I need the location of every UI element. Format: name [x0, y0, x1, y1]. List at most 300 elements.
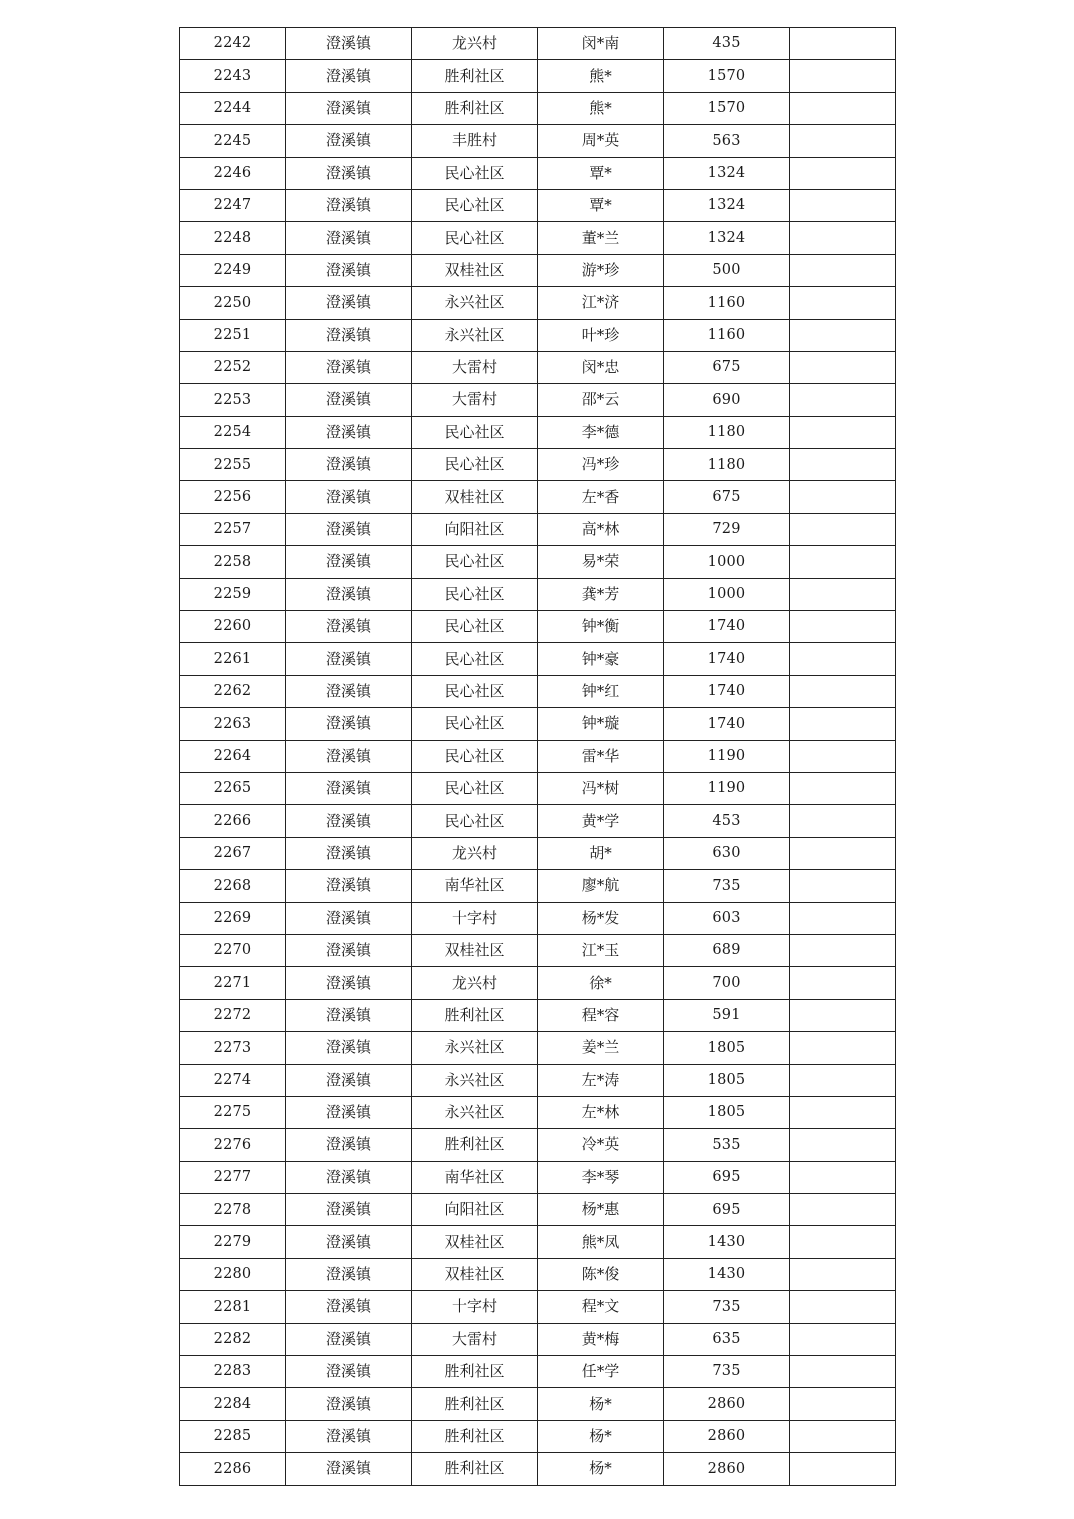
name-cell: 徐* — [538, 967, 664, 999]
village-cell: 民心社区 — [412, 546, 538, 578]
amount-cell: 603 — [664, 902, 790, 934]
amount-cell: 1324 — [664, 189, 790, 221]
name-cell: 左*香 — [538, 481, 664, 513]
amount-cell: 1805 — [664, 1064, 790, 1096]
amount-cell: 1324 — [664, 222, 790, 254]
amount-cell: 675 — [664, 481, 790, 513]
name-cell: 江*济 — [538, 287, 664, 319]
row-number-cell: 2253 — [180, 384, 286, 416]
table-row — [180, 546, 896, 578]
amount-cell: 690 — [664, 384, 790, 416]
amount-cell: 695 — [664, 1194, 790, 1226]
name-cell: 冷*英 — [538, 1129, 664, 1161]
amount-cell: 535 — [664, 1129, 790, 1161]
town-cell: 澄溪镇 — [286, 708, 412, 740]
document-page — [179, 27, 895, 1486]
village-cell: 民心社区 — [412, 805, 538, 837]
remark-cell — [790, 1420, 896, 1452]
amount-cell: 1430 — [664, 1226, 790, 1258]
town-cell: 澄溪镇 — [286, 1291, 412, 1323]
name-cell: 任*学 — [538, 1356, 664, 1388]
town-cell: 澄溪镇 — [286, 254, 412, 286]
remark-cell — [790, 1258, 896, 1290]
amount-cell: 1740 — [664, 675, 790, 707]
remark-cell — [790, 870, 896, 902]
village-cell: 大雷村 — [412, 351, 538, 383]
remark-cell — [790, 1291, 896, 1323]
remark-cell — [790, 772, 896, 804]
table-row — [180, 1226, 896, 1258]
table-row — [180, 416, 896, 448]
table-row — [180, 449, 896, 481]
table-row — [180, 675, 896, 707]
table-body — [180, 28, 896, 1486]
name-cell: 程*容 — [538, 999, 664, 1031]
name-cell: 覃* — [538, 157, 664, 189]
name-cell: 杨*惠 — [538, 1194, 664, 1226]
row-number-cell: 2278 — [180, 1194, 286, 1226]
table-row — [180, 967, 896, 999]
table-row — [180, 934, 896, 966]
name-cell: 杨*发 — [538, 902, 664, 934]
name-cell: 周*英 — [538, 125, 664, 157]
table-row — [180, 1064, 896, 1096]
amount-cell: 1000 — [664, 578, 790, 610]
table-row — [180, 92, 896, 124]
amount-cell: 1740 — [664, 643, 790, 675]
row-number-cell: 2250 — [180, 287, 286, 319]
row-number-cell: 2284 — [180, 1388, 286, 1420]
amount-cell: 630 — [664, 837, 790, 869]
row-number-cell: 2266 — [180, 805, 286, 837]
row-number-cell: 2244 — [180, 92, 286, 124]
row-number-cell: 2279 — [180, 1226, 286, 1258]
remark-cell — [790, 1096, 896, 1128]
remark-cell — [790, 189, 896, 221]
town-cell: 澄溪镇 — [286, 1129, 412, 1161]
row-number-cell: 2268 — [180, 870, 286, 902]
row-number-cell: 2251 — [180, 319, 286, 351]
name-cell: 闵*南 — [538, 28, 664, 60]
village-cell: 十字村 — [412, 1291, 538, 1323]
remark-cell — [790, 999, 896, 1031]
table-row — [180, 481, 896, 513]
town-cell: 澄溪镇 — [286, 1064, 412, 1096]
remark-cell — [790, 287, 896, 319]
remark-cell — [790, 578, 896, 610]
amount-cell: 1740 — [664, 611, 790, 643]
amount-cell: 500 — [664, 254, 790, 286]
name-cell: 钟*衡 — [538, 611, 664, 643]
remark-cell — [790, 1161, 896, 1193]
name-cell: 熊* — [538, 92, 664, 124]
table-row — [180, 1291, 896, 1323]
name-cell: 杨* — [538, 1453, 664, 1485]
table-row — [180, 1161, 896, 1193]
village-cell: 向阳社区 — [412, 1194, 538, 1226]
row-number-cell: 2264 — [180, 740, 286, 772]
row-number-cell: 2248 — [180, 222, 286, 254]
village-cell: 民心社区 — [412, 578, 538, 610]
village-cell: 民心社区 — [412, 222, 538, 254]
town-cell: 澄溪镇 — [286, 870, 412, 902]
name-cell: 邵*云 — [538, 384, 664, 416]
name-cell: 杨* — [538, 1388, 664, 1420]
row-number-cell: 2258 — [180, 546, 286, 578]
row-number-cell: 2270 — [180, 934, 286, 966]
amount-cell: 1570 — [664, 92, 790, 124]
row-number-cell: 2273 — [180, 1032, 286, 1064]
row-number-cell: 2277 — [180, 1161, 286, 1193]
amount-cell: 675 — [664, 351, 790, 383]
remark-cell — [790, 708, 896, 740]
row-number-cell: 2247 — [180, 189, 286, 221]
village-cell: 十字村 — [412, 902, 538, 934]
remark-cell — [790, 967, 896, 999]
village-cell: 向阳社区 — [412, 513, 538, 545]
table-row — [180, 1096, 896, 1128]
name-cell: 杨* — [538, 1420, 664, 1452]
table-row — [180, 1453, 896, 1485]
name-cell: 江*玉 — [538, 934, 664, 966]
village-cell: 双桂社区 — [412, 254, 538, 286]
village-cell: 双桂社区 — [412, 1258, 538, 1290]
remark-cell — [790, 222, 896, 254]
amount-cell: 695 — [664, 1161, 790, 1193]
village-cell: 胜利社区 — [412, 1420, 538, 1452]
name-cell: 叶*珍 — [538, 319, 664, 351]
table-row — [180, 384, 896, 416]
table-row — [180, 1194, 896, 1226]
village-cell: 双桂社区 — [412, 481, 538, 513]
amount-cell: 735 — [664, 1356, 790, 1388]
name-cell: 李*德 — [538, 416, 664, 448]
town-cell: 澄溪镇 — [286, 675, 412, 707]
row-number-cell: 2263 — [180, 708, 286, 740]
name-cell: 陈*俊 — [538, 1258, 664, 1290]
name-cell: 闵*忠 — [538, 351, 664, 383]
table-row — [180, 772, 896, 804]
town-cell: 澄溪镇 — [286, 1323, 412, 1355]
name-cell: 左*涛 — [538, 1064, 664, 1096]
remark-cell — [790, 1323, 896, 1355]
amount-cell: 729 — [664, 513, 790, 545]
amount-cell: 700 — [664, 967, 790, 999]
name-cell: 游*珍 — [538, 254, 664, 286]
town-cell: 澄溪镇 — [286, 125, 412, 157]
village-cell: 永兴社区 — [412, 319, 538, 351]
row-number-cell: 2285 — [180, 1420, 286, 1452]
table-row — [180, 1129, 896, 1161]
table-row — [180, 1420, 896, 1452]
row-number-cell: 2271 — [180, 967, 286, 999]
row-number-cell: 2274 — [180, 1064, 286, 1096]
table-row — [180, 513, 896, 545]
village-cell: 胜利社区 — [412, 1388, 538, 1420]
amount-cell: 2860 — [664, 1420, 790, 1452]
table-row — [180, 28, 896, 60]
row-number-cell: 2259 — [180, 578, 286, 610]
remark-cell — [790, 28, 896, 60]
row-number-cell: 2245 — [180, 125, 286, 157]
row-number-cell: 2265 — [180, 772, 286, 804]
town-cell: 澄溪镇 — [286, 578, 412, 610]
name-cell: 熊*凤 — [538, 1226, 664, 1258]
table-row — [180, 287, 896, 319]
village-cell: 民心社区 — [412, 449, 538, 481]
table-row — [180, 1323, 896, 1355]
village-cell: 民心社区 — [412, 772, 538, 804]
table-row — [180, 222, 896, 254]
name-cell: 覃* — [538, 189, 664, 221]
amount-cell: 1190 — [664, 772, 790, 804]
town-cell: 澄溪镇 — [286, 384, 412, 416]
remark-cell — [790, 449, 896, 481]
remark-cell — [790, 125, 896, 157]
name-cell: 熊* — [538, 60, 664, 92]
amount-cell: 1805 — [664, 1032, 790, 1064]
town-cell: 澄溪镇 — [286, 351, 412, 383]
village-cell: 民心社区 — [412, 643, 538, 675]
amount-cell: 689 — [664, 934, 790, 966]
village-cell: 胜利社区 — [412, 92, 538, 124]
table-row — [180, 740, 896, 772]
amount-cell: 1570 — [664, 60, 790, 92]
row-number-cell: 2267 — [180, 837, 286, 869]
row-number-cell: 2254 — [180, 416, 286, 448]
name-cell: 黄*梅 — [538, 1323, 664, 1355]
table-row — [180, 189, 896, 221]
town-cell: 澄溪镇 — [286, 92, 412, 124]
row-number-cell: 2275 — [180, 1096, 286, 1128]
amount-cell: 1740 — [664, 708, 790, 740]
remark-cell — [790, 675, 896, 707]
table-row — [180, 1258, 896, 1290]
remark-cell — [790, 611, 896, 643]
town-cell: 澄溪镇 — [286, 1453, 412, 1485]
village-cell: 永兴社区 — [412, 287, 538, 319]
remark-cell — [790, 546, 896, 578]
row-number-cell: 2243 — [180, 60, 286, 92]
amount-cell: 1160 — [664, 319, 790, 351]
table-row — [180, 60, 896, 92]
town-cell: 澄溪镇 — [286, 805, 412, 837]
amount-cell: 591 — [664, 999, 790, 1031]
amount-cell: 1180 — [664, 416, 790, 448]
town-cell: 澄溪镇 — [286, 611, 412, 643]
remark-cell — [790, 157, 896, 189]
town-cell: 澄溪镇 — [286, 1420, 412, 1452]
name-cell: 胡* — [538, 837, 664, 869]
village-cell: 永兴社区 — [412, 1064, 538, 1096]
town-cell: 澄溪镇 — [286, 1258, 412, 1290]
remark-cell — [790, 1356, 896, 1388]
town-cell: 澄溪镇 — [286, 902, 412, 934]
amount-cell: 635 — [664, 1323, 790, 1355]
amount-cell: 1805 — [664, 1096, 790, 1128]
town-cell: 澄溪镇 — [286, 546, 412, 578]
town-cell: 澄溪镇 — [286, 319, 412, 351]
table-row — [180, 999, 896, 1031]
remark-cell — [790, 384, 896, 416]
village-cell: 永兴社区 — [412, 1096, 538, 1128]
table-row — [180, 837, 896, 869]
name-cell: 钟*璇 — [538, 708, 664, 740]
town-cell: 澄溪镇 — [286, 416, 412, 448]
table-row — [180, 902, 896, 934]
row-number-cell: 2276 — [180, 1129, 286, 1161]
village-cell: 民心社区 — [412, 611, 538, 643]
row-number-cell: 2269 — [180, 902, 286, 934]
village-cell: 丰胜村 — [412, 125, 538, 157]
table-row — [180, 157, 896, 189]
town-cell: 澄溪镇 — [286, 1161, 412, 1193]
table-row — [180, 1388, 896, 1420]
town-cell: 澄溪镇 — [286, 740, 412, 772]
remark-cell — [790, 1226, 896, 1258]
name-cell: 冯*树 — [538, 772, 664, 804]
town-cell: 澄溪镇 — [286, 481, 412, 513]
row-number-cell: 2249 — [180, 254, 286, 286]
name-cell: 姜*兰 — [538, 1032, 664, 1064]
remark-cell — [790, 643, 896, 675]
town-cell: 澄溪镇 — [286, 222, 412, 254]
town-cell: 澄溪镇 — [286, 287, 412, 319]
village-cell: 民心社区 — [412, 157, 538, 189]
village-cell: 民心社区 — [412, 416, 538, 448]
remark-cell — [790, 837, 896, 869]
village-cell: 双桂社区 — [412, 934, 538, 966]
name-cell: 董*兰 — [538, 222, 664, 254]
town-cell: 澄溪镇 — [286, 1032, 412, 1064]
row-number-cell: 2256 — [180, 481, 286, 513]
town-cell: 澄溪镇 — [286, 60, 412, 92]
village-cell: 永兴社区 — [412, 1032, 538, 1064]
amount-cell: 1160 — [664, 287, 790, 319]
name-cell: 程*文 — [538, 1291, 664, 1323]
village-cell: 胜利社区 — [412, 1356, 538, 1388]
data-table — [179, 27, 896, 1486]
amount-cell: 1324 — [664, 157, 790, 189]
row-number-cell: 2260 — [180, 611, 286, 643]
remark-cell — [790, 1194, 896, 1226]
remark-cell — [790, 934, 896, 966]
name-cell: 左*林 — [538, 1096, 664, 1128]
town-cell: 澄溪镇 — [286, 999, 412, 1031]
town-cell: 澄溪镇 — [286, 28, 412, 60]
name-cell: 高*林 — [538, 513, 664, 545]
remark-cell — [790, 1032, 896, 1064]
remark-cell — [790, 1453, 896, 1485]
amount-cell: 2860 — [664, 1388, 790, 1420]
village-cell: 南华社区 — [412, 870, 538, 902]
amount-cell: 453 — [664, 805, 790, 837]
name-cell: 龚*芳 — [538, 578, 664, 610]
row-number-cell: 2282 — [180, 1323, 286, 1355]
remark-cell — [790, 740, 896, 772]
remark-cell — [790, 351, 896, 383]
remark-cell — [790, 805, 896, 837]
town-cell: 澄溪镇 — [286, 1194, 412, 1226]
remark-cell — [790, 513, 896, 545]
table-row — [180, 1032, 896, 1064]
name-cell: 钟*红 — [538, 675, 664, 707]
amount-cell: 1000 — [664, 546, 790, 578]
row-number-cell: 2286 — [180, 1453, 286, 1485]
village-cell: 双桂社区 — [412, 1226, 538, 1258]
town-cell: 澄溪镇 — [286, 189, 412, 221]
table-row — [180, 708, 896, 740]
row-number-cell: 2272 — [180, 999, 286, 1031]
village-cell: 民心社区 — [412, 189, 538, 221]
amount-cell: 735 — [664, 1291, 790, 1323]
row-number-cell: 2242 — [180, 28, 286, 60]
village-cell: 胜利社区 — [412, 999, 538, 1031]
table-row — [180, 870, 896, 902]
row-number-cell: 2257 — [180, 513, 286, 545]
amount-cell: 2860 — [664, 1453, 790, 1485]
row-number-cell: 2255 — [180, 449, 286, 481]
village-cell: 民心社区 — [412, 740, 538, 772]
remark-cell — [790, 416, 896, 448]
village-cell: 大雷村 — [412, 384, 538, 416]
town-cell: 澄溪镇 — [286, 643, 412, 675]
remark-cell — [790, 254, 896, 286]
village-cell: 胜利社区 — [412, 1129, 538, 1161]
village-cell: 民心社区 — [412, 708, 538, 740]
row-number-cell: 2281 — [180, 1291, 286, 1323]
row-number-cell: 2262 — [180, 675, 286, 707]
row-number-cell: 2246 — [180, 157, 286, 189]
remark-cell — [790, 902, 896, 934]
row-number-cell: 2283 — [180, 1356, 286, 1388]
town-cell: 澄溪镇 — [286, 1096, 412, 1128]
remark-cell — [790, 1129, 896, 1161]
village-cell: 胜利社区 — [412, 1453, 538, 1485]
town-cell: 澄溪镇 — [286, 967, 412, 999]
town-cell: 澄溪镇 — [286, 772, 412, 804]
village-cell: 民心社区 — [412, 675, 538, 707]
row-number-cell: 2261 — [180, 643, 286, 675]
town-cell: 澄溪镇 — [286, 837, 412, 869]
name-cell: 廖*航 — [538, 870, 664, 902]
amount-cell: 435 — [664, 28, 790, 60]
remark-cell — [790, 1388, 896, 1420]
remark-cell — [790, 1064, 896, 1096]
amount-cell: 563 — [664, 125, 790, 157]
amount-cell: 735 — [664, 870, 790, 902]
table-row — [180, 1356, 896, 1388]
name-cell: 雷*华 — [538, 740, 664, 772]
village-cell: 龙兴村 — [412, 837, 538, 869]
name-cell: 黄*学 — [538, 805, 664, 837]
remark-cell — [790, 60, 896, 92]
town-cell: 澄溪镇 — [286, 513, 412, 545]
table-row — [180, 125, 896, 157]
village-cell: 大雷村 — [412, 1323, 538, 1355]
table-row — [180, 254, 896, 286]
town-cell: 澄溪镇 — [286, 1388, 412, 1420]
amount-cell: 1430 — [664, 1258, 790, 1290]
town-cell: 澄溪镇 — [286, 934, 412, 966]
village-cell: 龙兴村 — [412, 28, 538, 60]
village-cell: 龙兴村 — [412, 967, 538, 999]
row-number-cell: 2252 — [180, 351, 286, 383]
name-cell: 冯*珍 — [538, 449, 664, 481]
table-row — [180, 805, 896, 837]
name-cell: 易*荣 — [538, 546, 664, 578]
table-row — [180, 351, 896, 383]
